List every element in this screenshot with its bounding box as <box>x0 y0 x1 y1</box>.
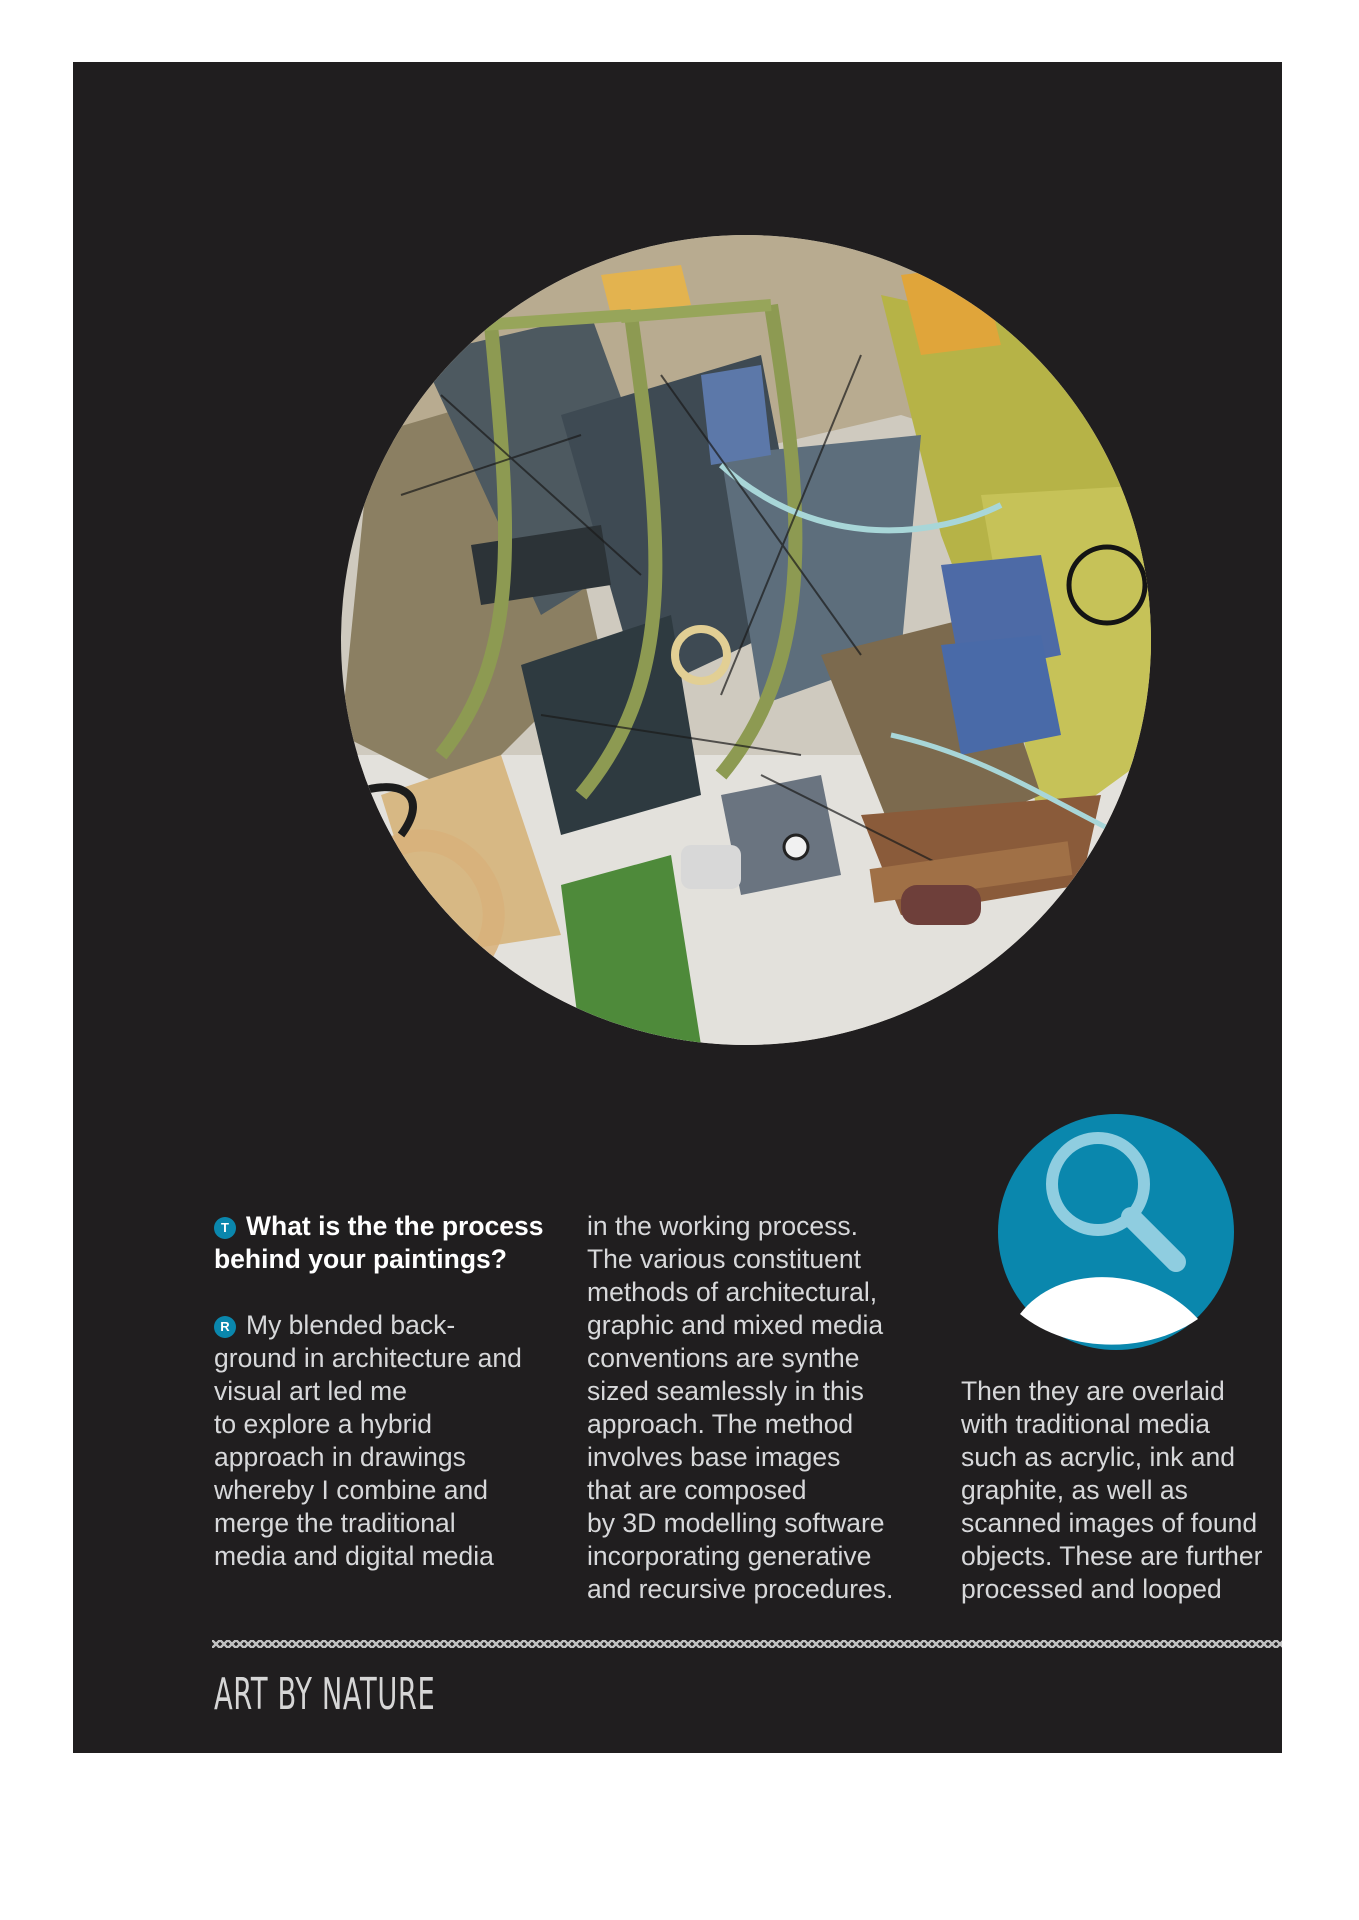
question-text: T What is the the process behind your paintings? <box>214 1211 544 1274</box>
body-line: objects. These are further <box>961 1541 1263 1571</box>
body-line: approach. The method <box>587 1409 854 1439</box>
body-line: sized seamlessly in this <box>587 1376 864 1406</box>
body-line: Then they are overlaid <box>961 1376 1225 1406</box>
body-line: involves base images <box>587 1442 841 1472</box>
body-line: in the working process. <box>587 1211 859 1241</box>
brand-logo: ART BY NATURE <box>214 1669 436 1720</box>
question-marker: T <box>214 1217 236 1239</box>
answer-start: R My blended back- <box>214 1309 574 1342</box>
decorative-divider <box>212 1640 1282 1648</box>
body-line: merge the traditional <box>214 1508 456 1538</box>
column-2 <box>587 1210 947 1606</box>
body-line: processed and looped <box>961 1574 1222 1604</box>
body-line: graphic and mixed media <box>587 1310 884 1340</box>
body-line: scanned images of found <box>961 1508 1258 1538</box>
body-line: approach in drawings <box>214 1442 466 1472</box>
body-line: to explore a hybrid <box>214 1409 433 1439</box>
answer-marker: R <box>214 1316 236 1338</box>
body-line: graphite, as well as <box>961 1475 1188 1505</box>
body-line: The various constituent <box>587 1244 861 1274</box>
circular-artwork <box>341 235 1151 1045</box>
body-line: such as acrylic, ink and <box>961 1442 1235 1472</box>
body-line: ground in architecture and <box>214 1343 522 1373</box>
body-line: that are composed <box>587 1475 807 1505</box>
magazine-page <box>73 62 1282 1753</box>
body-line: whereby I combine and <box>214 1475 488 1505</box>
body-line: with traditional media <box>961 1409 1210 1439</box>
body-line: media and digital media <box>214 1541 494 1571</box>
body-line: conventions are synthe <box>587 1343 860 1373</box>
magnifier-badge <box>998 1114 1234 1350</box>
body-line: and recursive procedures. <box>587 1574 894 1604</box>
body-line: visual art led me <box>214 1376 407 1406</box>
body-line: incorporating generative <box>587 1541 872 1571</box>
body-line: by 3D modelling software <box>587 1508 885 1538</box>
body-line: methods of architectural, <box>587 1277 878 1307</box>
column-1 <box>214 1210 574 1573</box>
column-3 <box>961 1375 1282 1606</box>
